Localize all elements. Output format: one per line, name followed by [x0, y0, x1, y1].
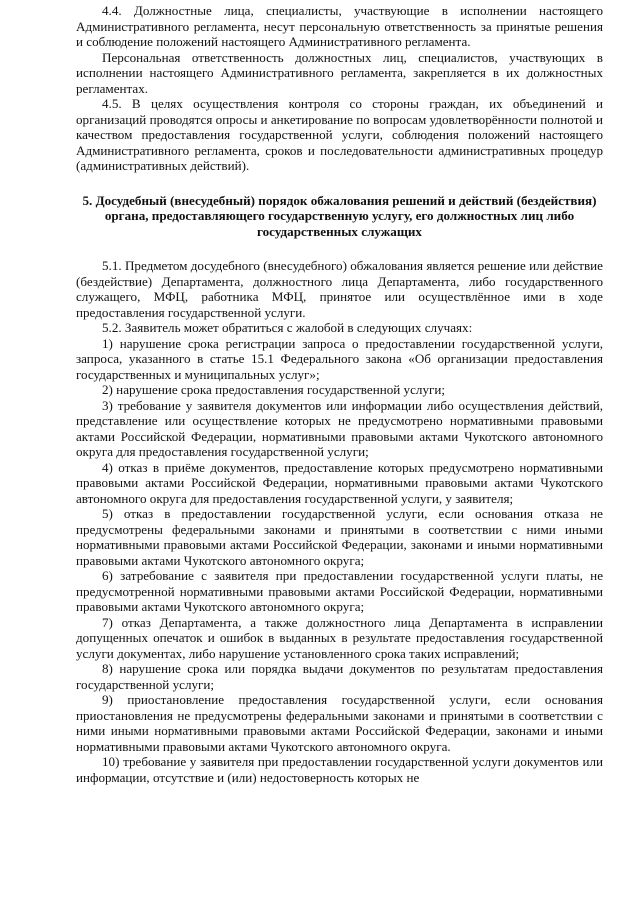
list-item-9: 9) приостановление предоставления государственной услуги, если основания приостановления не предусмотрены федеральными законами и принятыми в соответствии с ними иными нормативными правовыми актами Российской Федерации, законами и иными нормативными правовыми актами Чукотского автономного округа.	[76, 692, 603, 754]
section-5-title: 5. Досудебный (внесудебный) порядок обжалования решений и действий (бездействия) органа, предоставляющего государственную услугу, его должностных лиц либо государственных служащих	[82, 192, 597, 239]
list-item-1: 1) нарушение срока регистрации запроса о предоставлении государственной услуги, запроса, указанного в статье 15.1 Федерального закона «Об организации предоставления государственных и муниципальных услуг»;	[76, 335, 603, 382]
list-item-10: 10) требование у заявителя при предоставлении государственной услуги документов или информации, отсутствие и (или) недостоверность которых не	[76, 754, 603, 785]
list-item-3: 3) требование у заявителя документов или информации либо осуществления действий, представление или осуществление которых не предусмотрено нормативными правовыми актами Российской Федерации, нормативными правовыми актами Чукотского автономного округа для предоставления государственной услуги;	[76, 397, 603, 459]
list-item-6: 6) затребование с заявителя при предоставлении государственной услуги платы, не предусмотренной нормативными правовыми актами Российской Федерации, нормативными правовыми актами Чукотского автономного округа;	[76, 568, 603, 614]
paragraph-4-5: 4.5. В целях осуществления контроля со стороны граждан, их объединений и организаций проводятся опросы и анкетирование по вопросам удовлетворённости полнотой и качеством предоставления государственной услуги, соблюдения положений настоящего Административного регламента, сроков и последовательности административных процедур (административных действий).	[76, 96, 603, 173]
list-item-5: 5) отказ в предоставлении государственной услуги, если основания отказа не предусмотрены федеральными законами и принятыми в соответствии с ними иными нормативными правовыми актами Российской Федерации, законами и иными нормативными правовыми актами Чукотского автономного округа;	[76, 506, 603, 568]
paragraph-4-4: 4.4. Должностные лица, специалисты, участвующие в исполнении настоящего Административного регламента, несут персональную ответственность за принятые решения и соблюдение положений настоящего Административного регламента.	[76, 3, 603, 49]
paragraph-5-2: 5.2. Заявитель может обратиться с жалобой в следующих случаях:	[102, 320, 473, 335]
list-item-8: 8) нарушение срока или порядка выдачи документов по результатам предоставления государственной услуги;	[76, 661, 603, 692]
list-item-7: 7) отказ Департамента, а также должностного лица Департамента в исправлении допущенных опечаток и ошибок в выданных в результате предоставления государственной услуги документах, либо нарушение установленного срока таких исправлений;	[76, 614, 603, 661]
paragraph-5-1: 5.1. Предметом досудебного (внесудебного) обжалования является решение или действие (бездействие) Департамента, должностного лица Департамента, либо государственного служащего, МФЦ, работника МФЦ, принятое или осуществлённое ими в ходе предоставления государственной услуги.	[76, 258, 603, 320]
document-page	[76, 3, 603, 785]
list-item-4: 4) отказ в приёме документов, предоставление которых предусмотрено нормативными правовыми актами Российской Федерации, нормативными правовыми актами Чукотского автономного округа для предоставления государственной услуги, у заявителя;	[76, 459, 603, 506]
list-item-2: 2) нарушение срока предоставления государственной услуги;	[102, 382, 446, 397]
paragraph-personal-responsibility: Персональная ответственность должностных лиц, специалистов, участвующих в исполнении настоящего Административного регламента, закрепляется в их должностных регламентах.	[76, 49, 603, 96]
